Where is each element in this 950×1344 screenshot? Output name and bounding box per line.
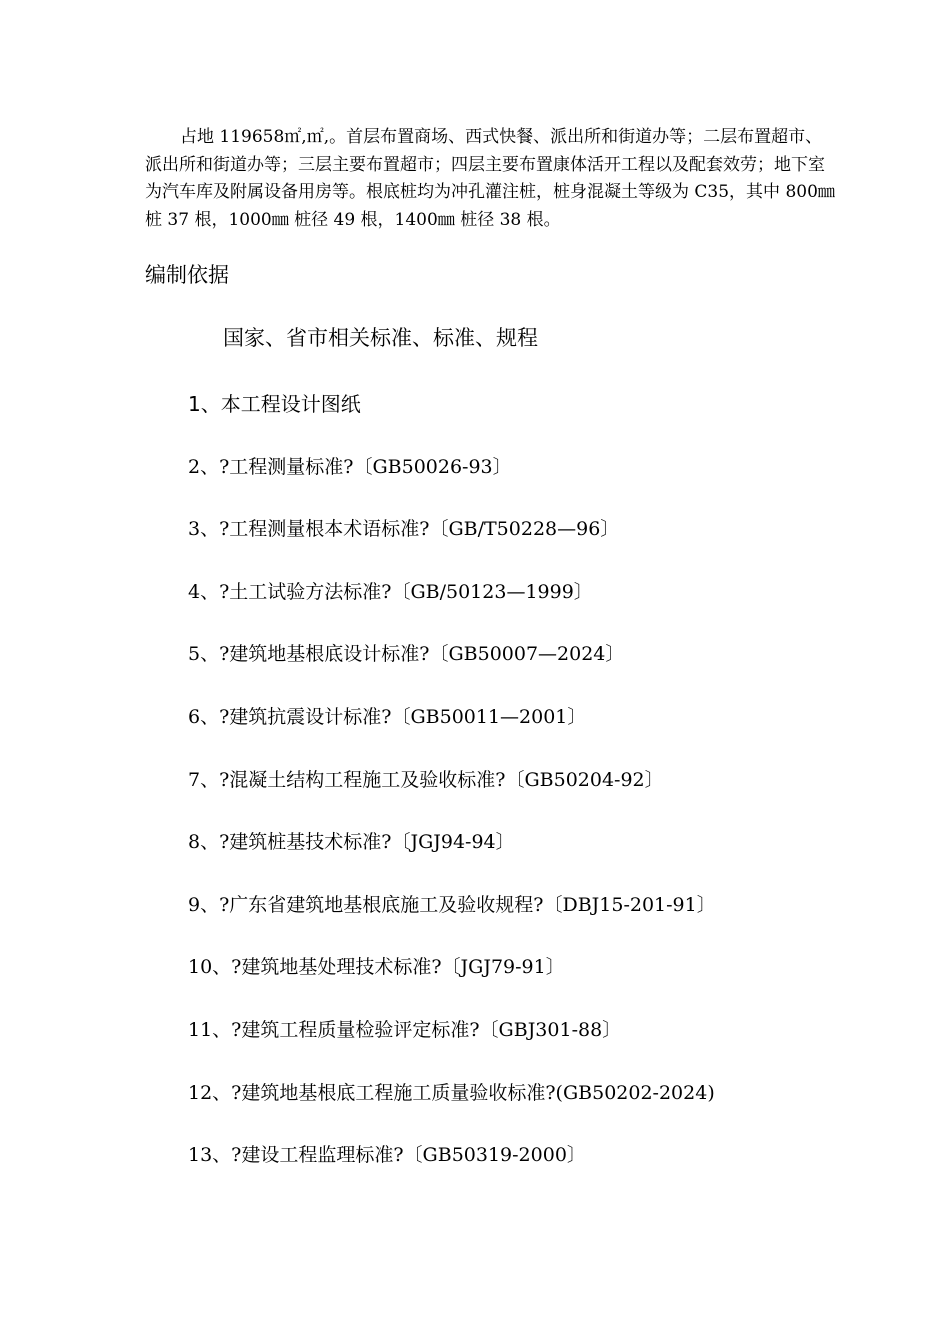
- reference-item: 6、?建筑抗震设计标准?〔GB50011—2001〕: [188, 705, 587, 728]
- reference-item: 2、?工程测量标准?〔GB50026-93〕: [188, 455, 512, 478]
- reference-item: 11、?建筑工程质量检验评定标准?〔GBJ301-88〕: [188, 1018, 622, 1041]
- sub-heading: 国家、省市相关标准、标准、规程: [223, 326, 538, 350]
- reference-item: 3、?工程测量根本术语标准?〔GB/T50228—96〕: [188, 518, 620, 541]
- section-heading: 编制依据: [145, 263, 229, 287]
- reference-item: 9、?广东省建筑地基根底施工及验收规程?〔DBJ15-201-91〕: [188, 893, 716, 916]
- intro-paragraph: 占地 119658㎡,㎡,。首层布置商场、西式快餐、派出所和街道办等；二层布置超市、派出所和街道办等；三层主要布置超市；四层主要布置康体活开工程以及配套效劳；地下室为汽车库及附属设备用房等。根底桩均为冲孔灌注桩，桩身混凝土等级为 C35，其中 800㎜ 桩 37 根，1000㎜ 桩径 49 根，1400㎜ 桩径 38 根。: [145, 127, 835, 230]
- reference-item: 13、?建设工程监理标准?〔GB50319-2000〕: [188, 1144, 586, 1167]
- reference-item: 7、?混凝土结构工程施工及验收标准?〔GB50204-92〕: [188, 768, 664, 791]
- reference-item: 5、?建筑地基根底设计标准?〔GB50007—2024〕: [188, 643, 625, 666]
- reference-item: 4、?土工试验方法标准?〔GB/50123—1999〕: [188, 580, 593, 603]
- reference-item: 10、?建筑地基处理技术标准?〔JGJ79-91〕: [188, 956, 565, 979]
- reference-item: 12、?建筑地基根底工程施工质量验收标准?(GB50202-2024): [188, 1081, 715, 1104]
- reference-item: 1、本工程设计图纸: [188, 392, 361, 416]
- reference-list: [188, 390, 716, 1204]
- reference-item: 8、?建筑桩基技术标准?〔JGJ94-94〕: [188, 831, 515, 854]
